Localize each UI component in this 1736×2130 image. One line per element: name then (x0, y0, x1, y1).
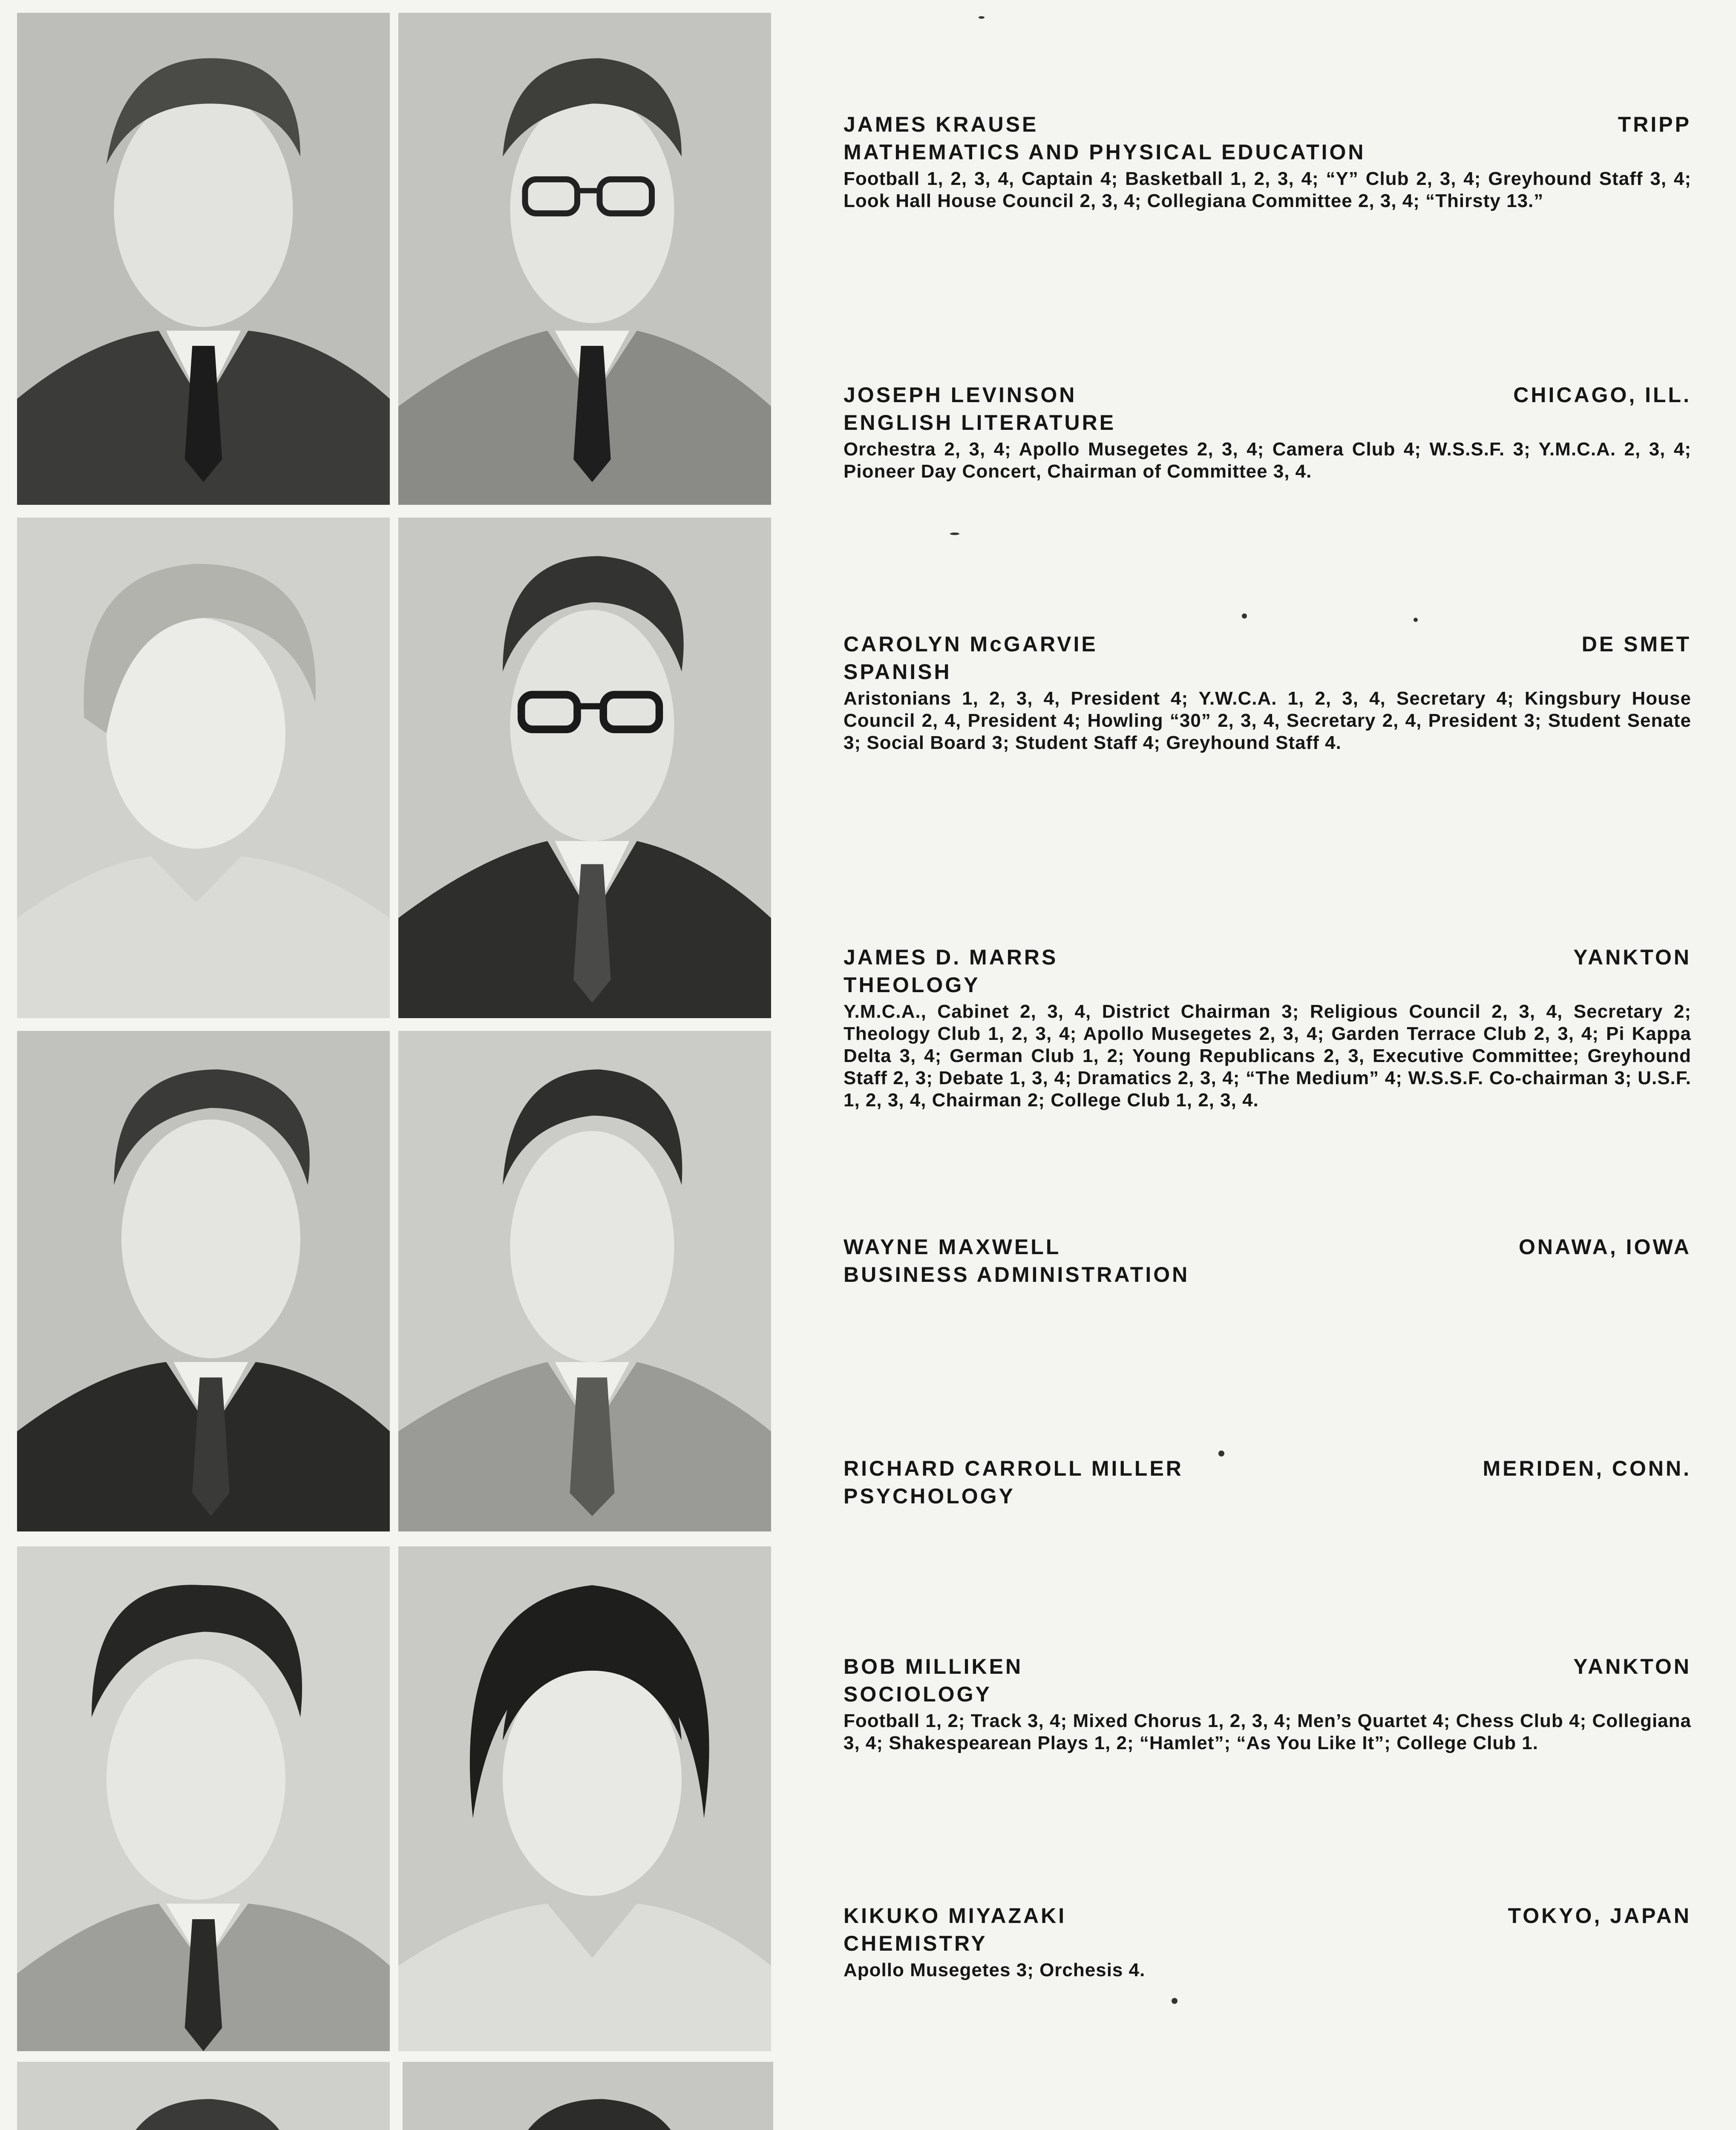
major: THEOLOGY (844, 973, 980, 997)
major: ENGLISH LITERATURE (844, 411, 1116, 435)
hometown: TOKYO, JAPAN (1508, 1904, 1691, 1928)
portrait-joseph-levinson (398, 13, 771, 505)
entry-james-krause (844, 111, 1691, 212)
entry-carolyn-mcgarvie (844, 630, 1691, 754)
activities: Football 1, 2, 3, 4, Captain 4; Basketball 1, 2, 3, 4; “Y” Club 2, 3, 4; Greyhound Staff 3, 4; Look Hall House Council 2, 3, 4; Collegiana Committee 2, 3, 4; “Thirsty 13.” (844, 168, 1691, 211)
student-name: RICHARD CARROLL MILLER (844, 1456, 1183, 1480)
entry-james-d-marrs (844, 944, 1691, 1111)
portrait-wayne-maxwell (17, 1031, 390, 1531)
entry-bob-milliken (844, 1653, 1691, 1754)
scan-speck (1242, 613, 1247, 619)
hometown: DE SMET (1581, 632, 1691, 656)
activities: Aristonians 1, 2, 3, 4, President 4; Y.W.C.A. 1, 2, 3, 4, Secretary 4; Kingsbury House Council 2, 4, President 4; Howling “30” 2, 3, 4, Secretary 2, 4, President 3; Student Senate 3; Social Board 3; Student Staff 4; Greyhound Staff 4. (844, 688, 1691, 753)
activities: Football 1, 2; Track 3, 4; Mixed Chorus 1, 2, 3, 4; Men’s Quartet 4; Chess Club 4; Collegiana 3, 4; Shakespearean Plays 1, 2; “Hamlet”; “As You Like It”; College Club 1. (844, 1710, 1691, 1753)
major: MATHEMATICS AND PHYSICAL EDUCATION (844, 140, 1366, 164)
major: CHEMISTRY (844, 1931, 987, 1955)
portrait-james-krause (17, 13, 390, 505)
portrait-carolyn-mcgarvie (17, 518, 390, 1018)
student-name: JAMES D. MARRS (844, 945, 1058, 969)
portrait-james-d-marrs (398, 518, 771, 1018)
hometown: TRIPP (1618, 112, 1691, 136)
portrait-bob-milliken (17, 1546, 390, 2051)
hometown: YANKTON (1573, 945, 1691, 969)
student-name: KIKUKO MIYAZAKI (844, 1904, 1067, 1928)
major: SPANISH (844, 660, 952, 684)
hometown (1625, 2128, 1691, 2130)
student-name: WAYNE MAXWELL (844, 1235, 1061, 1259)
hometown: MERIDEN, CONN. (1483, 1456, 1691, 1480)
scan-speck (979, 16, 985, 19)
entry-joseph-levinson (844, 381, 1691, 483)
student-name: CAROLYN McGARVIE (844, 632, 1098, 656)
major: PSYCHOLOGY (844, 1484, 1015, 1508)
activities: Apollo Musegetes 3; Orchesis 4. (844, 1960, 1146, 1980)
hometown: ONAWA, IOWA (1519, 1235, 1691, 1259)
entry-jim-nelson (844, 2128, 1691, 2130)
hometown: CHICAGO, ILL. (1513, 383, 1691, 407)
major: BUSINESS ADMINISTRATION (844, 1263, 1190, 1287)
scan-speck (1414, 618, 1418, 622)
major: SOCIOLOGY (844, 1682, 992, 1706)
activities: Orchestra 2, 3, 4; Apollo Musegetes 2, 3, 4; Camera Club 4; W.S.S.F. 3; Y.M.C.A. 2, 3, 4; Pioneer Day Concert, Chairman of Committee 3, 4. (844, 439, 1691, 482)
entry-kikuko-miyazaki (844, 1902, 1691, 1981)
portrait-richard-carroll-miller (398, 1031, 771, 1531)
scan-speck (1172, 1998, 1177, 2004)
portrait-kikuko-miyazaki (398, 1546, 771, 2051)
portrait-robert-novak (403, 2062, 773, 2130)
hometown: YANKTON (1573, 1655, 1691, 1678)
entry-richard-carroll-miller (844, 1455, 1691, 1510)
scan-speck (950, 532, 959, 535)
student-name (844, 2128, 995, 2130)
student-name: BOB MILLIKEN (844, 1655, 1023, 1678)
student-name: JAMES KRAUSE (844, 112, 1039, 136)
activities: Y.M.C.A., Cabinet 2, 3, 4, District Chairman 3; Religious Council 2, 3, 4, Secretary 2; Theology Club 1, 2, 3, 4; Apollo Musegetes 2, 3, 4; Garden Terrace Club 2, 3, 4; Pi Kappa Delta 3, 4; German Club 1, 2; Young Republicans 2, 3, Executive Committee; Greyhound Staff 2, 3; Debate 1, 3, 4; Dramatics 2, 3, 4; “The Medium” 4; W.S.S.F. Co-chairman 3; U.S.F. 1, 2, 3, 4, Chairman 2; College Club 1, 2, 3, 4. (844, 1001, 1691, 1111)
student-name: JOSEPH LEVINSON (844, 383, 1077, 407)
entry-wayne-maxwell (844, 1233, 1691, 1289)
portrait-jim-nelson (17, 2062, 390, 2130)
